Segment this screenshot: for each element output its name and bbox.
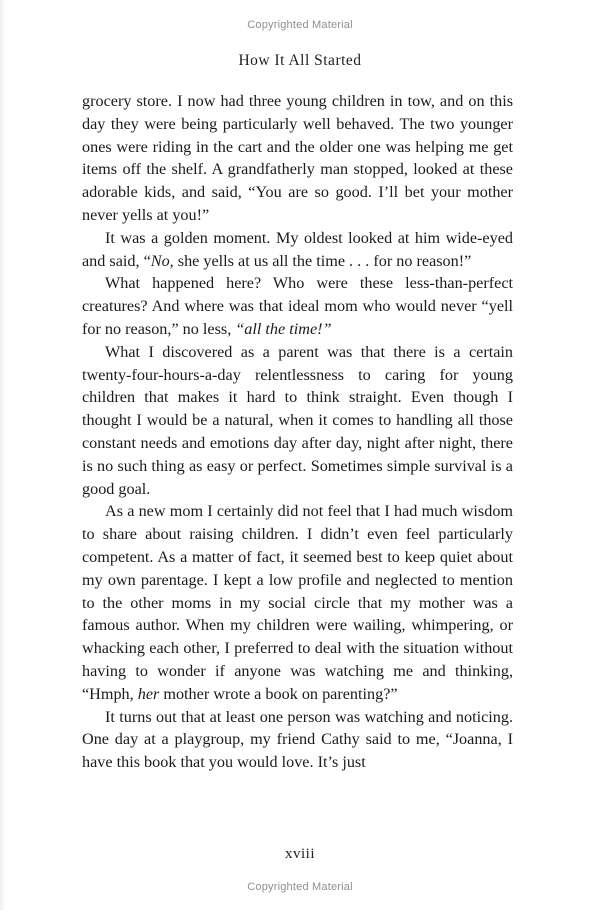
text-segment: she yells at us all the time . . . for no reason!” <box>173 251 472 270</box>
paragraph <box>82 500 513 705</box>
running-header: How It All Started <box>238 52 362 69</box>
copyright-notice-top: Copyrighted Material <box>247 19 353 31</box>
copyright-notice-bottom: Copyrighted Material <box>247 881 353 893</box>
page-edge-shadow <box>0 0 6 910</box>
text-segment: What I discovered as a parent was that there is a certain twenty-four-hours-a-day relentlessness to caring for young children that makes it hard to think straight. Even though I thought I would be a natural, when it comes to handling all those constant needs and emotions day after day, night after night, there is no such thing as easy or perfect. Sometimes simple survival is a good goal. <box>82 342 513 498</box>
paragraph <box>82 227 513 273</box>
paragraph <box>82 341 513 501</box>
paragraph <box>82 706 513 774</box>
text-segment: What happened here? Who were these less-than-perfect creatures? And where was that ideal mom who would never “yell for no reason,” no less, <box>82 274 513 338</box>
body-text <box>82 90 513 774</box>
italic-text-segment: her <box>137 684 160 703</box>
text-segment: It was a golden moment. My oldest looked at him wide-eyed and said, “ <box>82 228 513 270</box>
paragraph <box>82 272 513 340</box>
text-segment: grocery store. I now had three young children in tow, and on this day they were being particularly well behaved. The two younger ones were riding in the cart and the older one was helping me get items off the shelf. A grandfatherly man stopped, looked at these adorable kids, and said, “You are so good. I’ll bet your mother never yells at you!” <box>82 92 513 224</box>
text-segment: It turns out that at least one person was watching and noticing. One day at a playgroup, my friend Cathy said to me, “Joanna, I have this book that you would love. It’s just <box>82 707 513 772</box>
text-segment: As a new mom I certainly did not feel that I had much wisdom to share about raising children. I didn’t even feel particularly competent. As a matter of fact, it seemed best to keep quiet about my own parentage. I kept a low profile and neglected to mention to the other moms in my social circle that my mother was a famous author. When my children were wailing, whimpering, or whacking each other, I preferred to deal with the situation without having to wonder if anyone was watching me and thinking, “Hmph, <box>82 502 513 703</box>
paragraph <box>82 90 513 227</box>
text-segment: mother wrote a book on parenting?” <box>159 684 398 703</box>
italic-text-segment: No, <box>150 251 174 270</box>
italic-text-segment: “all the time!” <box>235 319 332 338</box>
page-number: xviii <box>284 846 315 862</box>
